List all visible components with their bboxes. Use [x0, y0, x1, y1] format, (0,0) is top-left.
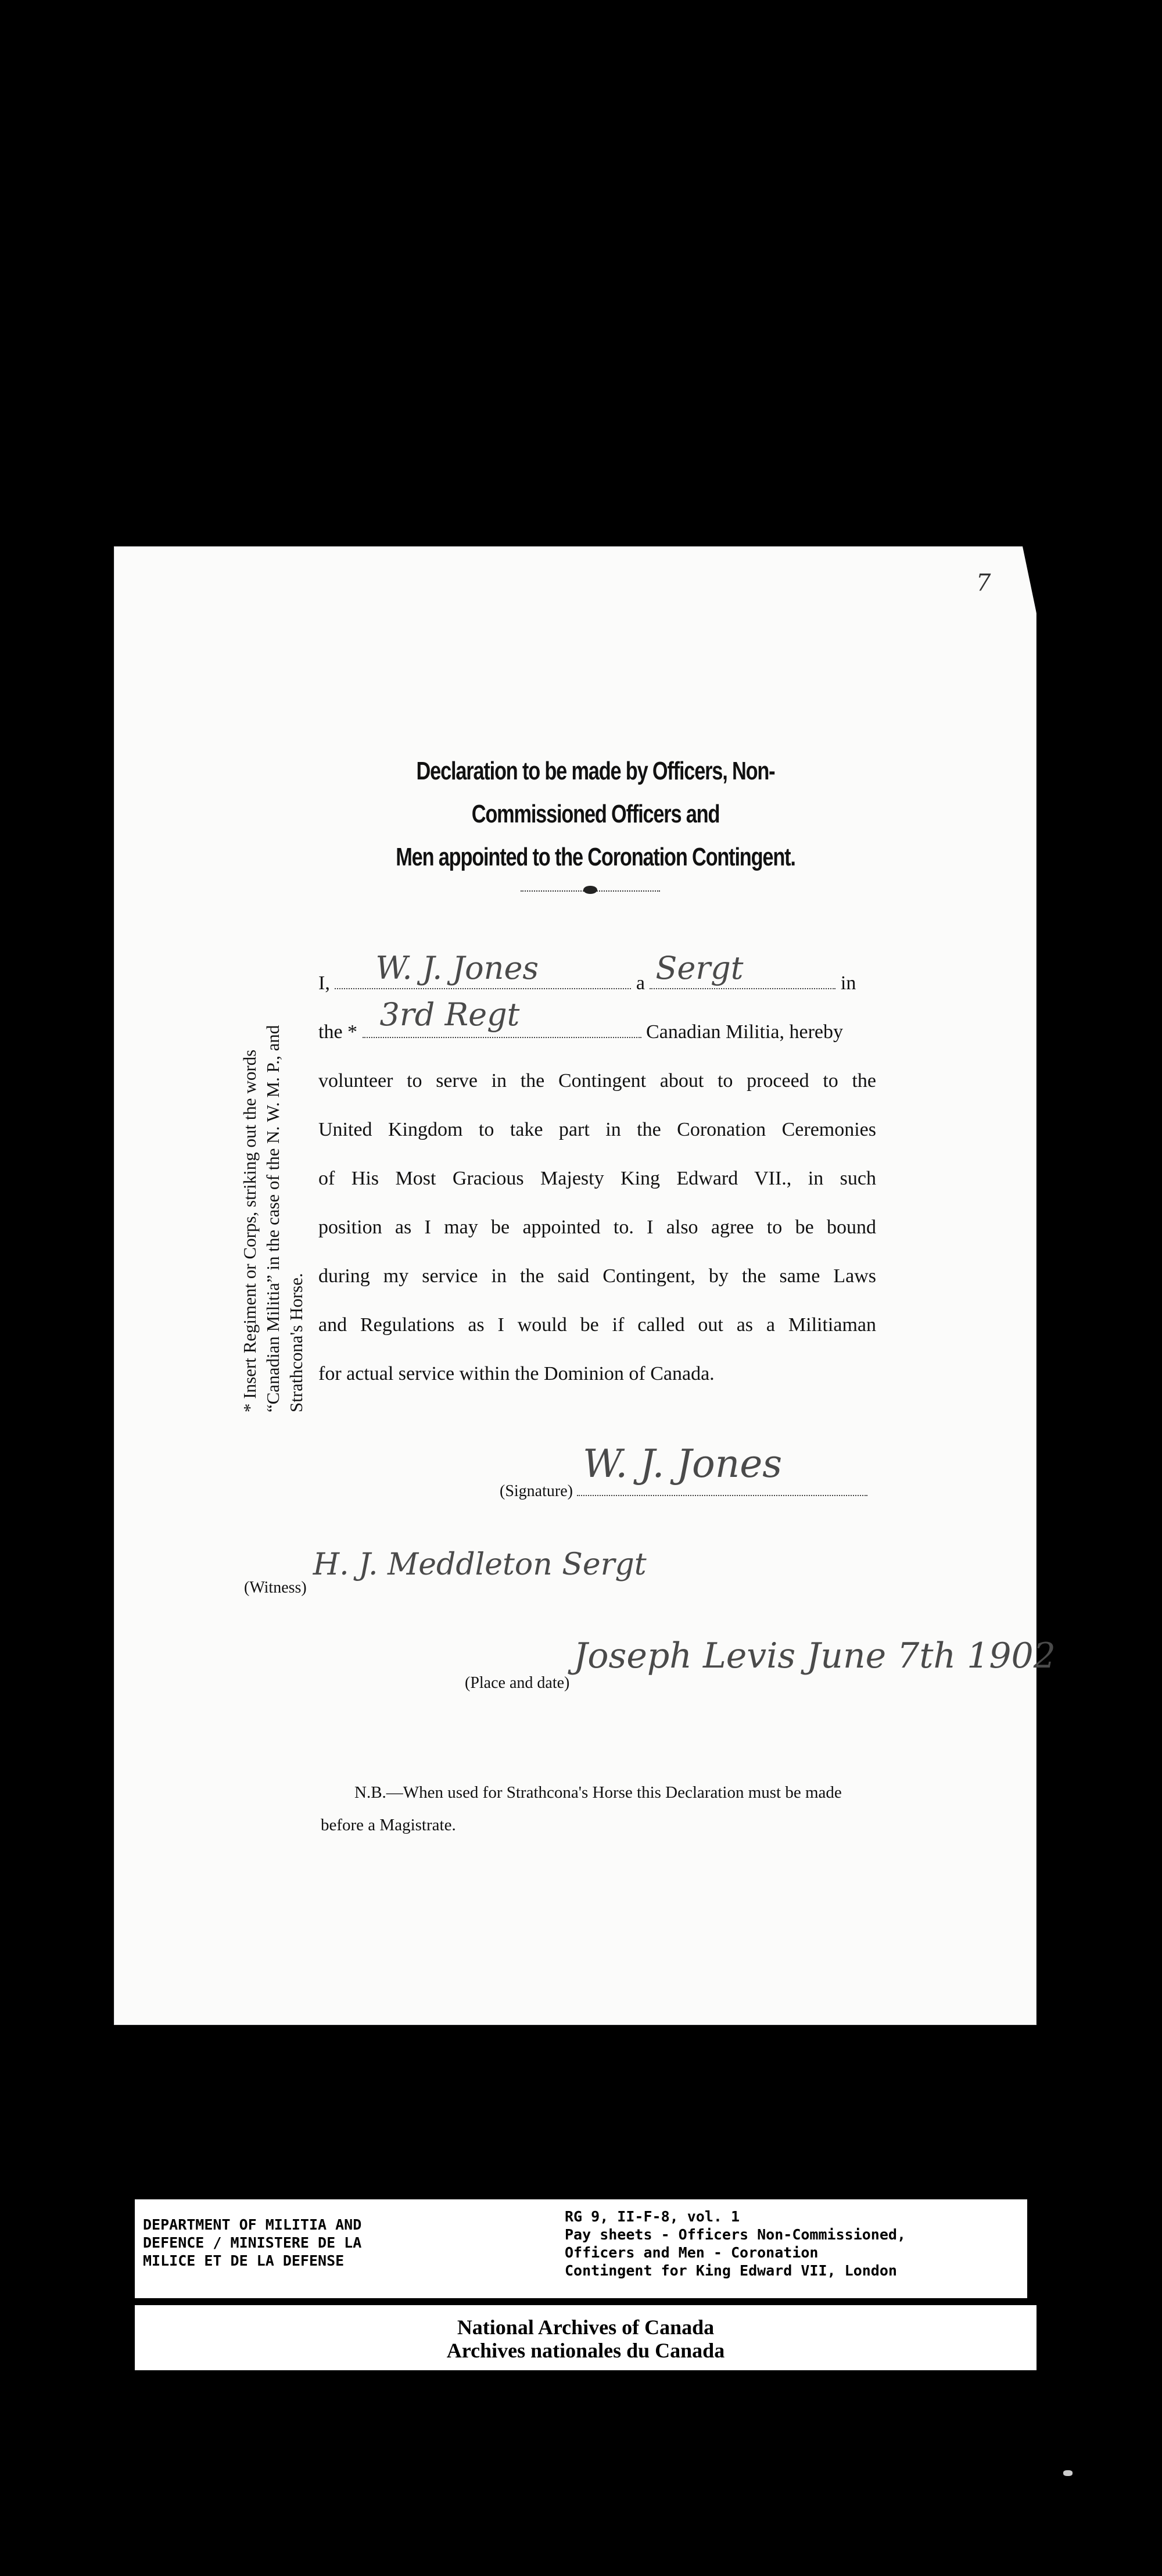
militia-text: Canadian Militia, hereby — [646, 1021, 844, 1043]
line-6: position as I may be appointed to. I also agree to be bound — [318, 1217, 876, 1238]
handwritten-rank: Sergt — [655, 950, 744, 986]
handwritten-name: W. J. Jones — [375, 950, 539, 986]
scan-speck — [1063, 2470, 1073, 2476]
witness-row — [244, 1547, 647, 1597]
reference-line: Officers and Men - Coronation — [565, 2244, 819, 2261]
line-3: volunteer to serve in the Contingent about to proceed to the — [318, 1070, 876, 1092]
word-the: the — [318, 1021, 343, 1043]
witness-line — [311, 1547, 647, 1593]
line-2 — [318, 996, 876, 1057]
handwritten-witness: H. J. Meddleton Sergt — [313, 1547, 647, 1582]
name-field — [335, 950, 631, 989]
nb-line-2: before a Magistrate. — [321, 1816, 456, 1834]
line-4: United Kingdom to take part in the Coronation Ceremonies — [318, 1119, 876, 1140]
reference-line: Contingent for King Edward VII, London — [565, 2262, 897, 2279]
corner-mark: 7 — [976, 570, 991, 596]
institution-en: National Archives of Canada — [457, 2316, 715, 2339]
signature-line — [577, 1441, 867, 1496]
line-5: of His Most Gracious Majesty King Edward VII., in such — [318, 1168, 876, 1189]
archive-institution-label — [135, 2305, 1037, 2370]
nb-note — [321, 1776, 878, 1841]
word-in: in — [840, 972, 856, 994]
place-date-label: (Place and date) — [465, 1674, 570, 1692]
signature-label: (Signature) — [500, 1482, 573, 1500]
reference-block — [565, 2208, 906, 2280]
reference-line: Pay sheets - Officers Non-Commissioned, — [565, 2226, 906, 2243]
handwritten-regiment: 3rd Regt — [379, 996, 520, 1033]
department-block — [143, 2216, 361, 2270]
side-note: * Insert Regiment or Corps, striking out the words “Canadian Militia” in the case of the N. W. M. P., and Strathcona's Horse. — [239, 1025, 306, 1412]
institution-fr: Archives nationales du Canada — [446, 2339, 725, 2362]
witness-label: (Witness) — [244, 1579, 307, 1597]
declaration-paragraph — [318, 950, 876, 1398]
footnote-star: * — [347, 1021, 358, 1043]
handwritten-place-date: Joseph Levis June 7th 1902 — [573, 1636, 1056, 1676]
signature-row — [500, 1441, 867, 1501]
regiment-field — [363, 996, 641, 1038]
reference-line: RG 9, II-F-8, vol. 1 — [565, 2208, 740, 2225]
department-line: DEPARTMENT OF MILITIA AND — [143, 2216, 362, 2233]
line-9: for actual service within the Dominion of Canada. — [318, 1363, 715, 1384]
rank-field — [650, 950, 835, 989]
title-line-1: Declaration to be made by Officers, Non-Commissioned Officers and — [416, 757, 775, 828]
ornament-center — [583, 886, 597, 894]
archive-reference-label — [135, 2199, 1027, 2298]
word-i: I, — [318, 972, 330, 994]
line-8: and Regulations as I would be if called out as a Militiaman — [318, 1314, 876, 1336]
place-date-line — [573, 1636, 1056, 1688]
place-date-row — [465, 1636, 1056, 1693]
handwritten-signature: W. J. Jones — [582, 1441, 783, 1486]
line-7: during my service in the said Contingent, by the same Laws — [318, 1265, 876, 1287]
word-a: a — [636, 972, 645, 994]
department-line: MILICE ET DE LA DEFENSE — [143, 2252, 345, 2269]
document-title — [371, 750, 820, 879]
department-line: DEFENCE / MINISTERE DE LA — [143, 2234, 362, 2251]
title-line-2: Men appointed to the Coronation Contingent. — [396, 843, 795, 871]
nb-line-1: N.B.—When used for Strathcona's Horse this Declaration must be made — [354, 1783, 842, 1802]
